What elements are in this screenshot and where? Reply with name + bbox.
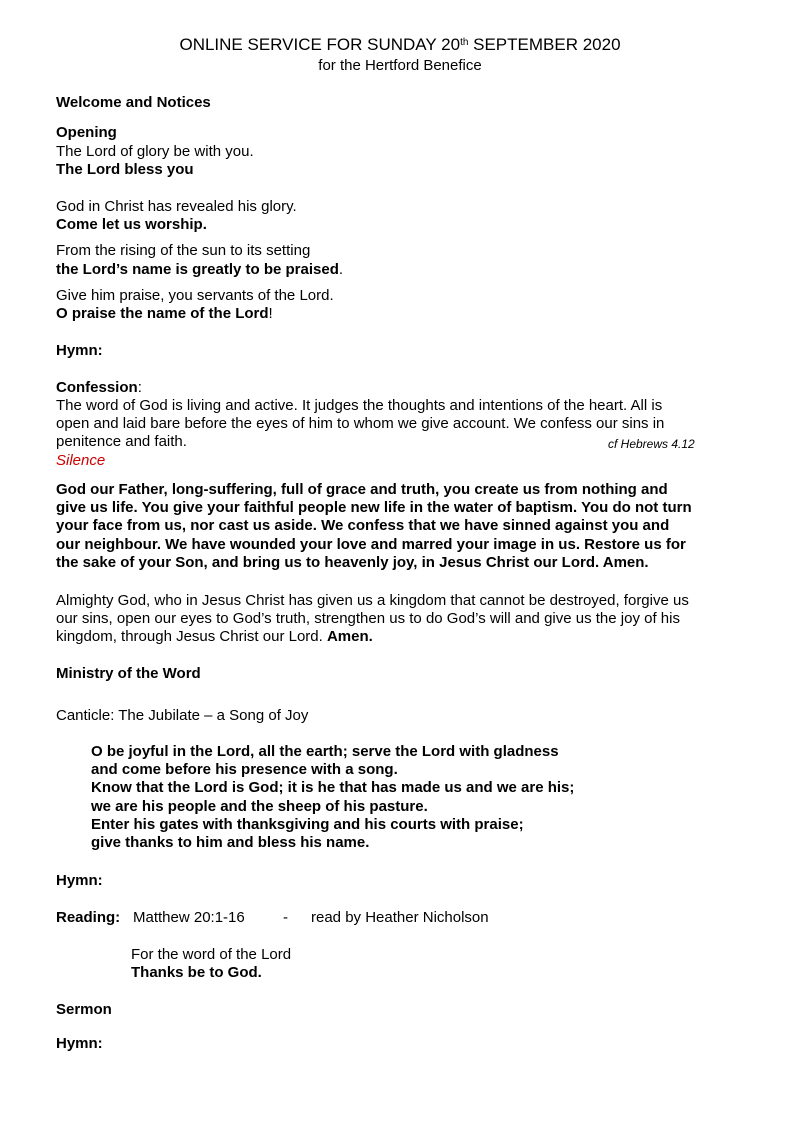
- reading-versicle: For the word of the Lord: [131, 946, 292, 963]
- ministry-heading: Ministry of the Word: [56, 665, 201, 682]
- confession-prayer-line: give us life. You give your faithful people new life in the water of baptism. You do not turn: [56, 499, 692, 517]
- canticle-line: Know that the Lord is God; it is he that has made us and we are his;: [91, 779, 575, 797]
- confession-prayer: [56, 481, 692, 572]
- canticle-line: we are his people and the sheep of his pasture.: [91, 797, 428, 815]
- sermon-label: Sermon: [56, 1001, 112, 1018]
- canticle-title: Canticle: The Jubilate – a Song of Joy: [56, 707, 309, 724]
- opening-response-2: Come let us worship.: [56, 216, 207, 233]
- silence-rubric: Silence: [56, 452, 106, 469]
- opening-versicle-4: Give him praise, you servants of the Lord.: [56, 287, 334, 304]
- service-subtitle: for the Hertford Benefice: [318, 57, 482, 74]
- confession-prayer-line: God our Father, long-suffering, full of grace and truth, you create us from nothing and: [56, 481, 668, 498]
- canticle-line: Enter his gates with thanksgiving and his courts with praise;: [91, 815, 524, 833]
- reading-response: Thanks be to God.: [131, 964, 262, 981]
- absolution-line: Almighty God, who in Jesus Christ has given us a kingdom that cannot be destroyed, forgive us: [56, 592, 689, 609]
- confession-prayer-line: our neighbour. We have wounded your love and marred your image in us. Restore us for: [56, 535, 686, 553]
- reading-dash: -: [283, 909, 288, 926]
- reading-passage: Matthew 20:1-16: [133, 909, 245, 926]
- hymn-label-1: Hymn:: [56, 342, 103, 359]
- opening-versicle-2: God in Christ has revealed his glory.: [56, 198, 297, 215]
- confession-heading: Confession:: [56, 379, 142, 396]
- canticle-text: [91, 743, 574, 852]
- canticle-line: O be joyful in the Lord, all the earth; serve the Lord with gladness: [91, 743, 559, 760]
- confession-prayer-line: the sake of your Son, and bring us to heavenly joy, in Jesus Christ our Lord. Amen.: [56, 553, 649, 571]
- opening-response-4: O praise the name of the Lord!: [56, 305, 273, 322]
- opening-response-1: The Lord bless you: [56, 161, 194, 178]
- opening-versicle-3: From the rising of the sun to its setting: [56, 242, 311, 259]
- title-superscript: th: [460, 37, 469, 48]
- hymn-label-2: Hymn:: [56, 872, 103, 889]
- welcome-heading: Welcome and Notices: [56, 94, 211, 111]
- hymn-label-3: Hymn:: [56, 1035, 103, 1052]
- reading-reader: read by Heather Nicholson: [311, 909, 489, 926]
- scripture-reference: cf Hebrews 4.12: [608, 437, 695, 451]
- opening-response-3: the Lord’s name is greatly to be praised.: [56, 261, 344, 278]
- confession-prayer-line: your face from us, nor cast us aside. We confess that we have sinned against you and: [56, 517, 670, 535]
- absolution-line: kingdom, through Jesus Christ our Lord. Amen.: [56, 628, 373, 646]
- reading-label: Reading:: [56, 909, 121, 926]
- canticle-line: give thanks to him and bless his name.: [91, 834, 370, 852]
- canticle-line: and come before his presence with a song.: [91, 761, 398, 779]
- service-title: ONLINE SERVICE FOR SUNDAY 20th SEPTEMBER 2020: [179, 35, 621, 54]
- confession-intro-line-3: penitence and faith.: [56, 433, 187, 450]
- absolution-line: our sins, open our eyes to God’s truth, strengthen us to do God’s will and give us the joy of his: [56, 610, 680, 628]
- absolution: [56, 592, 689, 647]
- confession-intro-line-1: The word of God is living and active. It judges the thoughts and intentions of the heart. All is: [56, 397, 663, 414]
- opening-heading: Opening: [56, 124, 117, 141]
- opening-versicle-1: The Lord of glory be with you.: [56, 143, 254, 160]
- confession-intro-line-2: open and laid bare before the eyes of him to whom we give account. We confess our sins in: [56, 415, 665, 432]
